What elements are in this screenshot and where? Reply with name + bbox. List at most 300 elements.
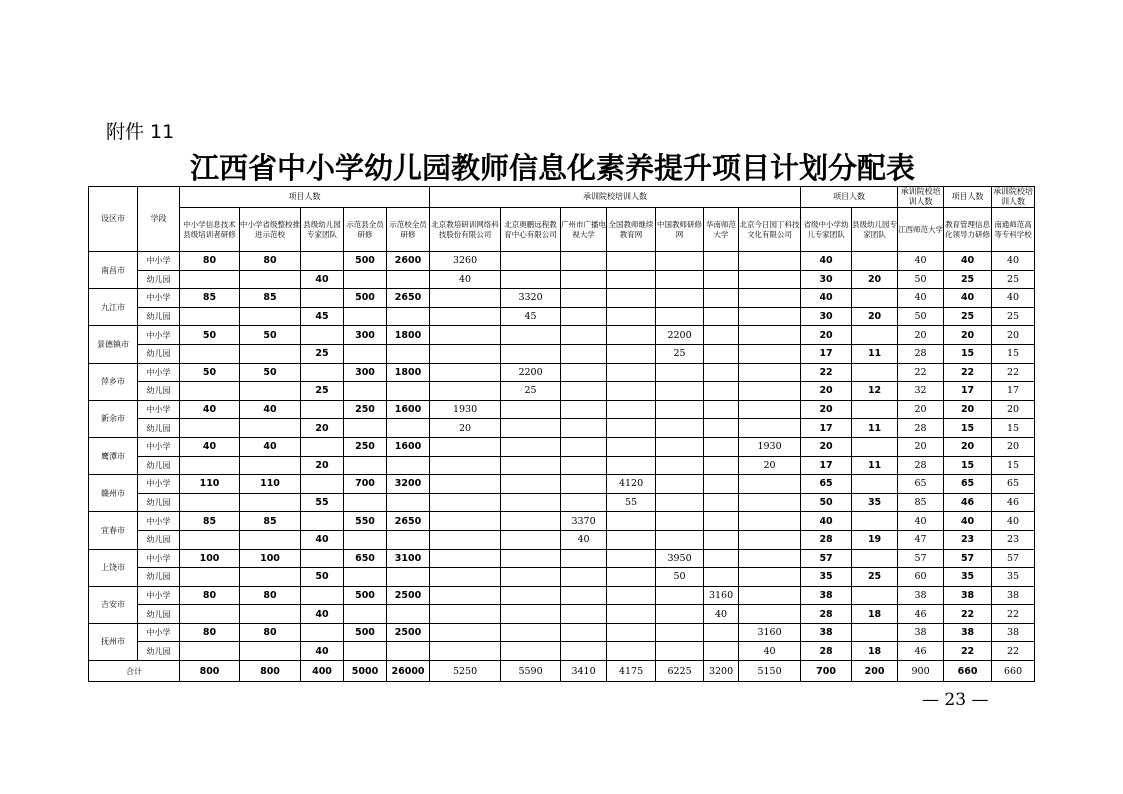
value-cell bbox=[739, 605, 801, 624]
value-cell bbox=[344, 568, 387, 587]
value-cell: 38 bbox=[944, 586, 992, 605]
value-cell: 40 bbox=[898, 289, 944, 308]
total-value-cell: 400 bbox=[301, 661, 344, 682]
value-cell: 46 bbox=[898, 642, 944, 661]
value-cell: 20 bbox=[898, 437, 944, 456]
value-cell bbox=[704, 344, 739, 363]
value-cell bbox=[607, 289, 656, 308]
value-cell: 20 bbox=[852, 270, 898, 289]
value-cell bbox=[180, 605, 240, 624]
value-cell: 22 bbox=[898, 363, 944, 382]
value-cell bbox=[561, 270, 607, 289]
value-cell bbox=[704, 270, 739, 289]
value-cell: 40 bbox=[561, 530, 607, 549]
value-cell: 40 bbox=[180, 437, 240, 456]
value-cell bbox=[607, 382, 656, 401]
value-cell bbox=[430, 363, 501, 382]
value-cell: 17 bbox=[944, 382, 992, 401]
value-cell bbox=[430, 568, 501, 587]
value-cell bbox=[607, 456, 656, 475]
value-cell bbox=[501, 456, 561, 475]
value-cell: 3950 bbox=[656, 549, 704, 568]
value-cell bbox=[656, 586, 704, 605]
value-cell bbox=[704, 307, 739, 326]
value-cell bbox=[656, 475, 704, 494]
value-cell bbox=[344, 382, 387, 401]
value-cell bbox=[301, 326, 344, 345]
district-cell: 萍乡市 bbox=[89, 363, 138, 400]
value-cell: 3200 bbox=[387, 475, 430, 494]
total-value-cell: 26000 bbox=[387, 661, 430, 682]
value-cell: 46 bbox=[992, 493, 1035, 512]
value-cell bbox=[607, 252, 656, 271]
value-cell: 50 bbox=[240, 326, 301, 345]
value-cell bbox=[344, 419, 387, 438]
district-cell: 鹰潭市 bbox=[89, 437, 138, 474]
value-cell: 22 bbox=[944, 642, 992, 661]
value-cell: 15 bbox=[992, 344, 1035, 363]
table-row bbox=[89, 344, 1035, 363]
segment-cell: 幼儿园 bbox=[138, 307, 180, 326]
value-cell: 550 bbox=[344, 512, 387, 531]
value-cell: 15 bbox=[944, 456, 992, 475]
total-value-cell: 4175 bbox=[607, 661, 656, 682]
value-cell bbox=[501, 252, 561, 271]
value-cell: 11 bbox=[852, 344, 898, 363]
value-cell: 700 bbox=[344, 475, 387, 494]
value-cell: 20 bbox=[430, 419, 501, 438]
value-cell bbox=[430, 326, 501, 345]
value-cell bbox=[704, 530, 739, 549]
document-title: 江西省中小学幼儿园教师信息化素养提升项目计划分配表 bbox=[190, 151, 916, 185]
value-cell: 25 bbox=[852, 568, 898, 587]
value-cell: 20 bbox=[852, 307, 898, 326]
total-value-cell: 700 bbox=[801, 661, 852, 682]
value-cell: 28 bbox=[801, 605, 852, 624]
value-cell bbox=[561, 456, 607, 475]
value-cell bbox=[344, 456, 387, 475]
district-cell: 抚州市 bbox=[89, 623, 138, 660]
value-cell: 28 bbox=[801, 642, 852, 661]
value-cell bbox=[430, 605, 501, 624]
value-cell: 500 bbox=[344, 623, 387, 642]
value-cell bbox=[852, 252, 898, 271]
value-cell: 38 bbox=[992, 623, 1035, 642]
value-cell bbox=[240, 605, 301, 624]
value-cell: 25 bbox=[301, 344, 344, 363]
value-cell bbox=[501, 549, 561, 568]
district-cell: 景德镇市 bbox=[89, 326, 138, 363]
value-cell bbox=[240, 307, 301, 326]
value-cell bbox=[607, 270, 656, 289]
value-cell bbox=[180, 493, 240, 512]
value-cell bbox=[180, 382, 240, 401]
value-cell bbox=[607, 642, 656, 661]
table-row bbox=[89, 642, 1035, 661]
value-cell: 65 bbox=[898, 475, 944, 494]
segment-cell: 幼儿园 bbox=[138, 642, 180, 661]
table-row bbox=[89, 400, 1035, 419]
value-cell bbox=[852, 475, 898, 494]
value-cell: 40 bbox=[801, 289, 852, 308]
column-header: 示范县全员研修 bbox=[344, 208, 387, 252]
total-value-cell: 800 bbox=[180, 661, 240, 682]
value-cell: 57 bbox=[944, 549, 992, 568]
value-cell bbox=[739, 549, 801, 568]
value-cell: 3100 bbox=[387, 549, 430, 568]
value-cell bbox=[430, 530, 501, 549]
total-value-cell: 900 bbox=[898, 661, 944, 682]
district-cell: 吉安市 bbox=[89, 586, 138, 623]
value-cell bbox=[387, 456, 430, 475]
segment-cell: 中小学 bbox=[138, 623, 180, 642]
column-header: 华南师范大学 bbox=[704, 208, 739, 252]
value-cell: 15 bbox=[992, 456, 1035, 475]
segment-cell: 幼儿园 bbox=[138, 568, 180, 587]
value-cell bbox=[739, 344, 801, 363]
value-cell bbox=[607, 307, 656, 326]
value-cell bbox=[501, 605, 561, 624]
value-cell bbox=[561, 623, 607, 642]
value-cell bbox=[301, 289, 344, 308]
value-cell bbox=[656, 419, 704, 438]
value-cell: 57 bbox=[992, 549, 1035, 568]
value-cell: 80 bbox=[240, 586, 301, 605]
value-cell: 35 bbox=[992, 568, 1035, 587]
value-cell: 28 bbox=[801, 530, 852, 549]
value-cell: 40 bbox=[240, 400, 301, 419]
column-header: 省级中小学幼儿专家团队 bbox=[801, 208, 852, 252]
table-row bbox=[89, 270, 1035, 289]
value-cell bbox=[704, 400, 739, 419]
table-row bbox=[89, 475, 1035, 494]
value-cell: 17 bbox=[992, 382, 1035, 401]
value-cell: 100 bbox=[180, 549, 240, 568]
value-cell: 20 bbox=[801, 437, 852, 456]
value-cell bbox=[501, 270, 561, 289]
value-cell: 35 bbox=[852, 493, 898, 512]
value-cell bbox=[656, 307, 704, 326]
value-cell bbox=[501, 326, 561, 345]
value-cell: 45 bbox=[301, 307, 344, 326]
value-cell: 80 bbox=[180, 252, 240, 271]
value-cell: 17 bbox=[801, 344, 852, 363]
value-cell: 22 bbox=[944, 605, 992, 624]
value-cell: 38 bbox=[898, 586, 944, 605]
column-header: 江西师范大学 bbox=[898, 208, 944, 252]
value-cell bbox=[301, 252, 344, 271]
value-cell: 80 bbox=[240, 252, 301, 271]
value-cell: 18 bbox=[852, 605, 898, 624]
value-cell: 2500 bbox=[387, 623, 430, 642]
table-row bbox=[89, 252, 1035, 271]
value-cell: 40 bbox=[801, 252, 852, 271]
value-cell: 38 bbox=[992, 586, 1035, 605]
value-cell: 50 bbox=[240, 363, 301, 382]
value-cell bbox=[430, 586, 501, 605]
value-cell: 38 bbox=[944, 623, 992, 642]
table-row bbox=[89, 549, 1035, 568]
value-cell bbox=[656, 623, 704, 642]
segment-cell: 幼儿园 bbox=[138, 605, 180, 624]
value-cell: 22 bbox=[992, 363, 1035, 382]
value-cell bbox=[561, 419, 607, 438]
value-cell bbox=[656, 605, 704, 624]
district-cell: 南昌市 bbox=[89, 252, 138, 289]
value-cell: 30 bbox=[801, 307, 852, 326]
value-cell bbox=[501, 586, 561, 605]
value-cell bbox=[852, 549, 898, 568]
value-cell: 20 bbox=[801, 326, 852, 345]
value-cell: 40 bbox=[944, 252, 992, 271]
value-cell bbox=[656, 493, 704, 512]
value-cell: 46 bbox=[944, 493, 992, 512]
value-cell: 85 bbox=[180, 512, 240, 531]
value-cell: 2650 bbox=[387, 289, 430, 308]
value-cell bbox=[739, 252, 801, 271]
value-cell bbox=[387, 530, 430, 549]
value-cell: 20 bbox=[992, 326, 1035, 345]
total-value-cell: 660 bbox=[944, 661, 992, 682]
district-cell: 上饶市 bbox=[89, 549, 138, 586]
value-cell: 20 bbox=[739, 456, 801, 475]
column-header: 全国教师继续教育网 bbox=[607, 208, 656, 252]
segment-cell: 幼儿园 bbox=[138, 344, 180, 363]
value-cell bbox=[739, 363, 801, 382]
value-cell: 23 bbox=[944, 530, 992, 549]
value-cell bbox=[344, 307, 387, 326]
table-row bbox=[89, 363, 1035, 382]
value-cell: 15 bbox=[992, 419, 1035, 438]
value-cell bbox=[561, 326, 607, 345]
table-row bbox=[89, 382, 1035, 401]
value-cell bbox=[739, 326, 801, 345]
value-cell bbox=[739, 400, 801, 419]
column-header: 广州市广播电视大学 bbox=[561, 208, 607, 252]
value-cell bbox=[180, 307, 240, 326]
value-cell: 300 bbox=[344, 363, 387, 382]
value-cell bbox=[430, 344, 501, 363]
value-cell: 2600 bbox=[387, 252, 430, 271]
value-cell bbox=[501, 400, 561, 419]
value-cell bbox=[301, 437, 344, 456]
value-cell bbox=[387, 307, 430, 326]
value-cell bbox=[704, 475, 739, 494]
value-cell bbox=[387, 382, 430, 401]
header-district: 设区市 bbox=[89, 187, 138, 252]
value-cell bbox=[430, 456, 501, 475]
value-cell: 85 bbox=[240, 512, 301, 531]
value-cell: 25 bbox=[301, 382, 344, 401]
value-cell: 45 bbox=[501, 307, 561, 326]
header-group-project-count-3: 项目人数 bbox=[944, 187, 992, 208]
header-group-project-count: 项目人数 bbox=[180, 187, 430, 208]
allocation-table bbox=[88, 186, 1035, 682]
value-cell bbox=[561, 605, 607, 624]
value-cell: 4120 bbox=[607, 475, 656, 494]
value-cell bbox=[607, 586, 656, 605]
value-cell: 19 bbox=[852, 530, 898, 549]
segment-cell: 中小学 bbox=[138, 289, 180, 308]
column-header: 县级幼儿园专家团队 bbox=[852, 208, 898, 252]
value-cell bbox=[656, 456, 704, 475]
value-cell bbox=[387, 493, 430, 512]
value-cell bbox=[240, 344, 301, 363]
value-cell bbox=[240, 270, 301, 289]
segment-cell: 中小学 bbox=[138, 586, 180, 605]
value-cell: 35 bbox=[944, 568, 992, 587]
value-cell bbox=[852, 400, 898, 419]
value-cell bbox=[561, 586, 607, 605]
value-cell: 65 bbox=[801, 475, 852, 494]
value-cell bbox=[704, 512, 739, 531]
table-row bbox=[89, 289, 1035, 308]
value-cell bbox=[704, 549, 739, 568]
value-cell: 57 bbox=[801, 549, 852, 568]
value-cell bbox=[739, 289, 801, 308]
value-cell bbox=[607, 512, 656, 531]
value-cell bbox=[656, 252, 704, 271]
value-cell: 1800 bbox=[387, 363, 430, 382]
value-cell bbox=[501, 475, 561, 494]
value-cell bbox=[607, 605, 656, 624]
value-cell: 40 bbox=[301, 270, 344, 289]
value-cell: 65 bbox=[992, 475, 1035, 494]
value-cell: 28 bbox=[898, 344, 944, 363]
value-cell: 50 bbox=[898, 307, 944, 326]
value-cell: 1600 bbox=[387, 400, 430, 419]
value-cell bbox=[180, 419, 240, 438]
value-cell: 20 bbox=[992, 400, 1035, 419]
value-cell bbox=[704, 252, 739, 271]
value-cell bbox=[301, 549, 344, 568]
value-cell bbox=[704, 456, 739, 475]
column-header: 南通师范高等专科学校 bbox=[992, 208, 1035, 252]
value-cell bbox=[852, 512, 898, 531]
district-cell: 新余市 bbox=[89, 400, 138, 437]
value-cell bbox=[387, 344, 430, 363]
value-cell: 40 bbox=[739, 642, 801, 661]
total-value-cell: 660 bbox=[992, 661, 1035, 682]
column-header: 北京奥鹏远程教育中心有限公司 bbox=[501, 208, 561, 252]
value-cell: 20 bbox=[301, 419, 344, 438]
district-cell: 赣州市 bbox=[89, 475, 138, 512]
value-cell: 20 bbox=[944, 400, 992, 419]
value-cell: 12 bbox=[852, 382, 898, 401]
value-cell bbox=[607, 344, 656, 363]
value-cell: 3320 bbox=[501, 289, 561, 308]
value-cell bbox=[704, 419, 739, 438]
value-cell: 500 bbox=[344, 289, 387, 308]
value-cell: 20 bbox=[944, 326, 992, 345]
value-cell: 50 bbox=[656, 568, 704, 587]
segment-cell: 中小学 bbox=[138, 363, 180, 382]
value-cell bbox=[344, 605, 387, 624]
value-cell: 38 bbox=[801, 623, 852, 642]
value-cell: 20 bbox=[801, 382, 852, 401]
segment-cell: 中小学 bbox=[138, 549, 180, 568]
column-header: 县级幼儿园专家团队 bbox=[301, 208, 344, 252]
value-cell bbox=[739, 382, 801, 401]
value-cell: 40 bbox=[992, 252, 1035, 271]
table-row bbox=[89, 605, 1035, 624]
value-cell bbox=[739, 475, 801, 494]
value-cell: 40 bbox=[180, 400, 240, 419]
value-cell: 250 bbox=[344, 400, 387, 419]
value-cell bbox=[430, 642, 501, 661]
value-cell: 85 bbox=[240, 289, 301, 308]
value-cell: 40 bbox=[992, 289, 1035, 308]
value-cell: 32 bbox=[898, 382, 944, 401]
value-cell: 25 bbox=[501, 382, 561, 401]
value-cell: 2200 bbox=[501, 363, 561, 382]
value-cell: 40 bbox=[898, 512, 944, 531]
table-row bbox=[89, 512, 1035, 531]
value-cell bbox=[240, 493, 301, 512]
value-cell: 23 bbox=[992, 530, 1035, 549]
value-cell: 57 bbox=[898, 549, 944, 568]
value-cell: 46 bbox=[898, 605, 944, 624]
value-cell bbox=[501, 493, 561, 512]
segment-cell: 幼儿园 bbox=[138, 530, 180, 549]
value-cell bbox=[240, 382, 301, 401]
value-cell bbox=[852, 326, 898, 345]
value-cell bbox=[430, 549, 501, 568]
value-cell: 65 bbox=[944, 475, 992, 494]
value-cell: 40 bbox=[704, 605, 739, 624]
value-cell bbox=[656, 530, 704, 549]
value-cell bbox=[301, 363, 344, 382]
segment-cell: 幼儿园 bbox=[138, 456, 180, 475]
value-cell: 25 bbox=[992, 307, 1035, 326]
value-cell bbox=[561, 437, 607, 456]
value-cell: 17 bbox=[801, 456, 852, 475]
value-cell: 2200 bbox=[656, 326, 704, 345]
value-cell bbox=[501, 512, 561, 531]
segment-cell: 幼儿园 bbox=[138, 493, 180, 512]
value-cell: 80 bbox=[240, 623, 301, 642]
value-cell bbox=[344, 493, 387, 512]
value-cell: 650 bbox=[344, 549, 387, 568]
district-cell: 宜春市 bbox=[89, 512, 138, 549]
value-cell: 22 bbox=[992, 642, 1035, 661]
column-header: 北京教培研训网络科技股份有限公司 bbox=[430, 208, 501, 252]
value-cell bbox=[240, 568, 301, 587]
value-cell: 100 bbox=[240, 549, 301, 568]
value-cell bbox=[180, 642, 240, 661]
value-cell bbox=[704, 568, 739, 587]
table-row bbox=[89, 568, 1035, 587]
value-cell bbox=[430, 382, 501, 401]
value-cell: 20 bbox=[801, 400, 852, 419]
value-cell bbox=[704, 493, 739, 512]
value-cell bbox=[704, 289, 739, 308]
table-row bbox=[89, 419, 1035, 438]
value-cell bbox=[387, 419, 430, 438]
table-row bbox=[89, 437, 1035, 456]
value-cell: 30 bbox=[801, 270, 852, 289]
value-cell: 110 bbox=[240, 475, 301, 494]
value-cell bbox=[704, 382, 739, 401]
value-cell: 250 bbox=[344, 437, 387, 456]
value-cell bbox=[561, 252, 607, 271]
value-cell: 50 bbox=[301, 568, 344, 587]
value-cell bbox=[607, 437, 656, 456]
value-cell: 1800 bbox=[387, 326, 430, 345]
table-row bbox=[89, 586, 1035, 605]
column-header: 示范校全员研修 bbox=[387, 208, 430, 252]
total-label: 合计 bbox=[89, 661, 180, 682]
